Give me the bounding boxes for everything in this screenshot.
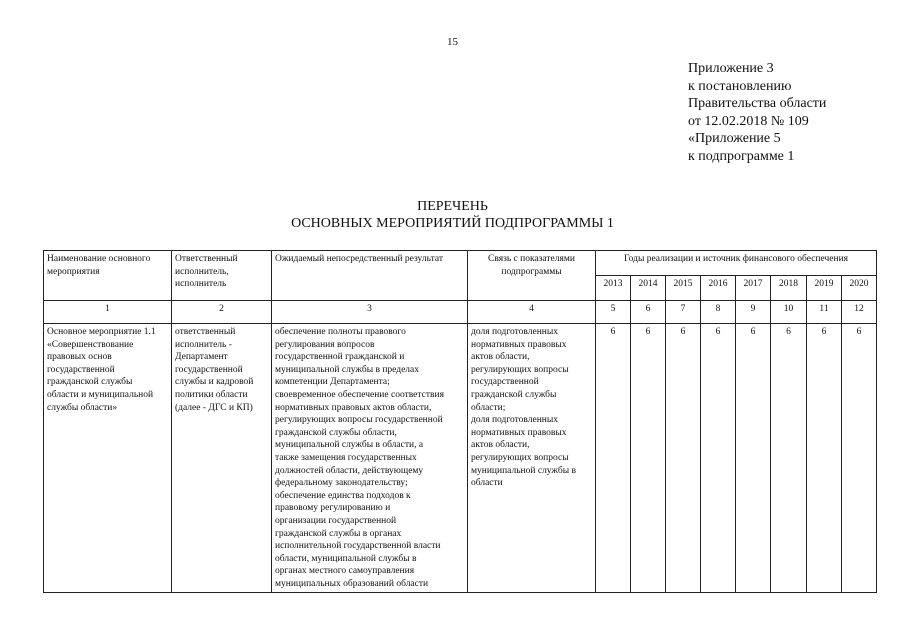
executor-line: (далее - ДГС и КП) xyxy=(175,402,253,413)
link-line: доля подготовленных xyxy=(471,327,559,337)
column-number: 1 xyxy=(44,301,172,324)
result-line: также замещения государственных xyxy=(275,452,417,463)
column-number: 6 xyxy=(631,301,666,324)
executor-line: исполнитель - xyxy=(175,339,232,350)
year-cell: 2018 xyxy=(771,276,807,301)
link-line: нормативных правовых xyxy=(471,427,567,438)
result-line: регулирования вопросов xyxy=(275,339,375,350)
column-number: 3 xyxy=(272,301,468,324)
value-cell: 6 xyxy=(807,324,842,593)
appendix-line: Приложение 3 xyxy=(688,61,774,76)
result-line: нормативных правовых актов области, xyxy=(275,402,432,413)
result-line: должностей области, действующему xyxy=(275,465,424,476)
year-cell: 2019 xyxy=(807,276,842,301)
title-line-2: ОСНОВНЫХ МЕРОПРИЯТИЙ ПОДПРОГРАММЫ 1 xyxy=(291,216,614,231)
measure-name-line: области и муниципальной xyxy=(47,389,154,400)
link-line: доля подготовленных xyxy=(471,415,559,426)
link-line: государственной xyxy=(471,377,539,388)
column-number: 4 xyxy=(468,301,596,324)
column-number: 8 xyxy=(701,301,736,324)
appendix-line: к подпрограмме 1 xyxy=(688,148,795,164)
result-cell xyxy=(272,324,468,593)
result-line: муниципальных образований области xyxy=(275,578,429,589)
appendix-line: от 12.02.2018 № 109 xyxy=(688,113,809,129)
measure-name-line: службы области» xyxy=(47,402,118,413)
year-cell: 2013 xyxy=(596,276,631,301)
executor-line: политики области xyxy=(175,389,248,400)
column-number: 11 xyxy=(807,301,842,324)
appendix-line: Правительства области xyxy=(688,96,827,111)
header-row xyxy=(44,251,877,276)
page-number: 15 xyxy=(447,36,458,48)
value-cell: 6 xyxy=(701,324,736,593)
executor-line: государственной xyxy=(175,364,243,375)
header-years-group: Годы реализации и источник финансового обеспечения xyxy=(596,251,877,276)
title-line-1: ПЕРЕЧЕНЬ xyxy=(417,199,488,214)
result-line: муниципальной службы в пределах xyxy=(275,364,420,375)
year-cell: 2015 xyxy=(666,276,701,301)
column-number: 5 xyxy=(596,301,631,324)
result-line: своевременное обеспечение соответствия xyxy=(275,389,444,400)
executor-line: Департамент xyxy=(175,352,228,363)
year-cell: 2020 xyxy=(842,276,877,301)
result-line: организации государственной xyxy=(275,515,397,526)
result-line: обеспечение единства подходов к xyxy=(275,490,411,501)
link-line: нормативных правовых xyxy=(471,339,567,350)
header-link: Связь с показателями подпрограммы xyxy=(468,251,596,301)
value-cell: 6 xyxy=(771,324,807,593)
result-line: федеральному законодательству; xyxy=(275,478,408,489)
result-line: гражданской службы области, xyxy=(275,427,397,438)
link-cell xyxy=(468,324,596,593)
year-cell: 2017 xyxy=(736,276,771,301)
result-line: области, муниципальной службы в xyxy=(275,553,417,564)
measures-table xyxy=(43,250,877,593)
appendix-block xyxy=(688,60,826,165)
link-line: регулирующих вопросы xyxy=(471,452,569,463)
header-executor: Ответственный исполнитель, исполнитель xyxy=(172,251,272,301)
value-cell: 6 xyxy=(842,324,877,593)
result-line: муниципальной службы в области, а xyxy=(275,440,424,451)
column-number-row xyxy=(44,301,877,324)
link-line: регулирующих вопросы xyxy=(471,364,569,375)
year-cell: 2016 xyxy=(701,276,736,301)
result-line: регулирующих вопросы государственной xyxy=(275,415,443,426)
column-number: 10 xyxy=(771,301,807,324)
document-title xyxy=(0,198,905,232)
table-row xyxy=(44,324,877,593)
measure-name-line: Основное мероприятие 1.1 xyxy=(47,327,156,337)
link-line: муниципальной службы в xyxy=(471,465,576,476)
header-result: Ожидаемый непосредственный результат xyxy=(272,251,468,301)
link-line: гражданской службы xyxy=(471,389,557,400)
link-line: актов области, xyxy=(471,440,530,451)
result-line: правовому регулированию и xyxy=(275,503,391,514)
column-number: 2 xyxy=(172,301,272,324)
measure-name-line: гражданской службы xyxy=(47,377,133,388)
column-number: 7 xyxy=(666,301,701,324)
link-line: области; xyxy=(471,402,506,413)
executor-cell xyxy=(172,324,272,593)
link-line: области xyxy=(471,478,503,489)
measure-name-line: государственной xyxy=(47,364,115,375)
link-line: актов области, xyxy=(471,352,530,363)
value-cell: 6 xyxy=(596,324,631,593)
header-name: Наименование основного мероприятия xyxy=(44,251,172,301)
result-line: компетенции Департамента; xyxy=(275,377,390,388)
value-cell: 6 xyxy=(736,324,771,593)
measure-name-line: «Совершенствование xyxy=(47,339,134,350)
result-line: обеспечение полноты правового xyxy=(275,327,406,337)
year-cell: 2014 xyxy=(631,276,666,301)
column-number: 9 xyxy=(736,301,771,324)
measure-name-line: правовых основ xyxy=(47,352,112,363)
appendix-line: «Приложение 5 xyxy=(688,131,781,146)
result-line: исполнительной государственной власти xyxy=(275,541,441,552)
value-cell: 6 xyxy=(631,324,666,593)
column-number: 12 xyxy=(842,301,877,324)
result-line: государственной гражданской и xyxy=(275,352,405,363)
appendix-line: к постановлению xyxy=(688,78,792,94)
value-cell: 6 xyxy=(666,324,701,593)
executor-line: ответственный xyxy=(175,327,236,337)
measure-name-cell xyxy=(44,324,172,593)
result-line: гражданской службы в органах xyxy=(275,528,402,539)
result-line: органах местного самоуправления xyxy=(275,566,415,577)
executor-line: службы и кадровой xyxy=(175,377,254,388)
